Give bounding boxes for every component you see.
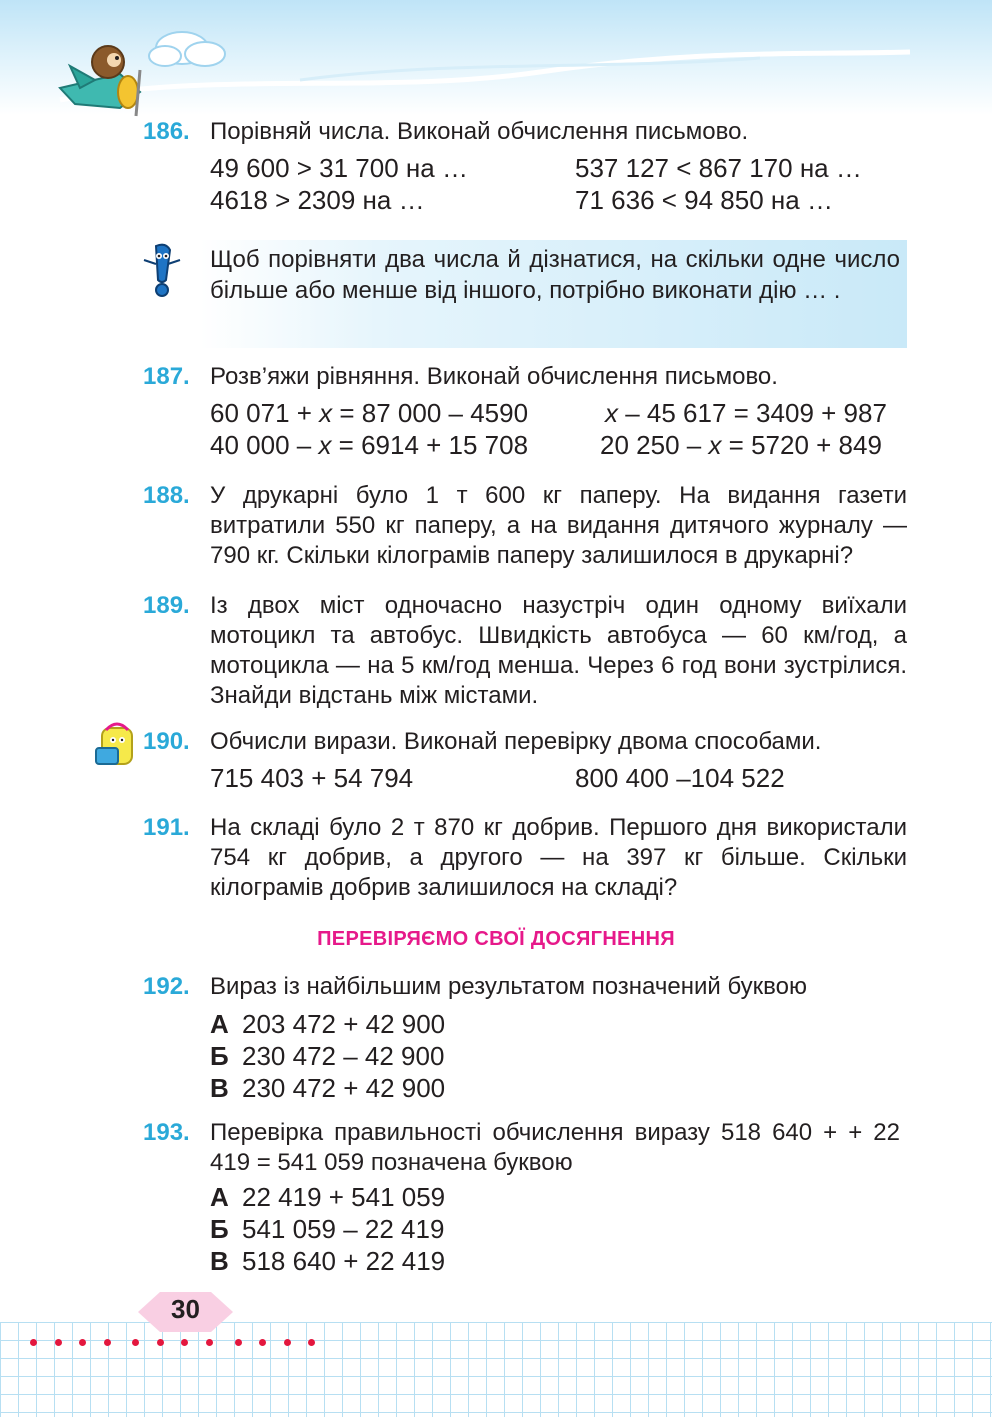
task-187-text: Розв’яжи рівняння. Виконай обчислення письмово. <box>210 363 778 390</box>
equation-1: 60 071 + x = 87 000 – 4590 <box>210 398 529 428</box>
backpack-mascot-icon <box>92 720 142 770</box>
task-189-text: Із двох міст одночасно назустріч один одному виїхали мотоцикл та автобус. Швидкість автобуса — 60 км/год, а мотоцикла — на 5 км/год менша. Через 6 год вони зустрілися. Знайди відстань між містами. <box>210 592 907 709</box>
page-number: 30 <box>171 1294 200 1324</box>
task-190-text: Обчисли вирази. Виконай перевірку двома способами. <box>210 728 822 755</box>
section-title: ПЕРЕВІРЯЄМО СВОЇ ДОСЯГНЕННЯ <box>317 928 675 950</box>
dot-row <box>30 1333 333 1351</box>
wind-line-2 <box>300 58 760 80</box>
task-number-191: 191. <box>143 814 190 841</box>
task-number-192: 192. <box>143 973 190 1000</box>
option-c: В 518 640 + 22 419 <box>210 1246 446 1276</box>
header-decoration <box>0 0 992 120</box>
airplane-hedgehog-icon <box>60 46 140 116</box>
task-192-text: Вираз із найбільшим результатом позначений буквою <box>210 973 808 1000</box>
option-b: Б 230 472 – 42 900 <box>210 1041 445 1071</box>
task-number-186: 186. <box>143 118 190 145</box>
option-b: Б 541 059 – 22 419 <box>210 1214 445 1244</box>
task-number-190: 190. <box>143 728 190 755</box>
task-186-row1-left: 49 600 > 31 700 на … <box>210 153 468 183</box>
option-a: А 22 419 + 541 059 <box>210 1182 446 1212</box>
task-186-row1-right: 537 127 < 867 170 на … <box>575 153 862 183</box>
option-a: А 203 472 + 42 900 <box>210 1009 446 1039</box>
task-number-187: 187. <box>143 363 190 390</box>
option-c: В 230 472 + 42 900 <box>210 1073 446 1103</box>
task-number-193: 193. <box>143 1119 190 1146</box>
task-number-188: 188. <box>143 482 190 509</box>
task-188-text: У друкарні було 1 т 600 кг паперу. На видання газети витратили 550 кг паперу, а на видання дитячого журналу — 790 кг. Скільки кілограмів паперу залишилося в друкарні? <box>210 482 907 569</box>
cloud-icon <box>149 32 225 66</box>
task-193-text: Перевірка правильності обчислення виразу 518 640 + + 22 419 = 541 059 позначена буквою <box>210 1119 900 1176</box>
task-number-189: 189. <box>143 592 190 619</box>
expression-b: 800 400 –104 522 <box>575 763 785 793</box>
task-186-row2-left: 4618 > 2309 на … <box>210 185 425 215</box>
equation-2: x – 45 617 = 3409 + 987 <box>605 398 887 428</box>
equation-4: 20 250 – x = 5720 + 849 <box>600 430 882 460</box>
task-191-text: На складі було 2 т 870 кг добрив. Першого дня використали 754 кг добрив, а другого — на 397 кг більше. Скільки кілограмів добрив залишилося на складі? <box>210 814 907 901</box>
equation-3: 40 000 – x = 6914 + 15 708 <box>210 430 529 460</box>
task-186-text: Порівняй числа. Виконай обчислення письмово. <box>210 118 749 145</box>
task-186-row2-right: 71 636 < 94 850 на … <box>575 185 833 215</box>
exclamation-mascot-icon <box>138 242 186 300</box>
expression-a: 715 403 + 54 794 <box>210 763 414 793</box>
rule-text: Щоб порівняти два числа й дізнатися, на скільки одне число більше або менше від іншого, потрібно виконати дію … . <box>210 246 900 304</box>
